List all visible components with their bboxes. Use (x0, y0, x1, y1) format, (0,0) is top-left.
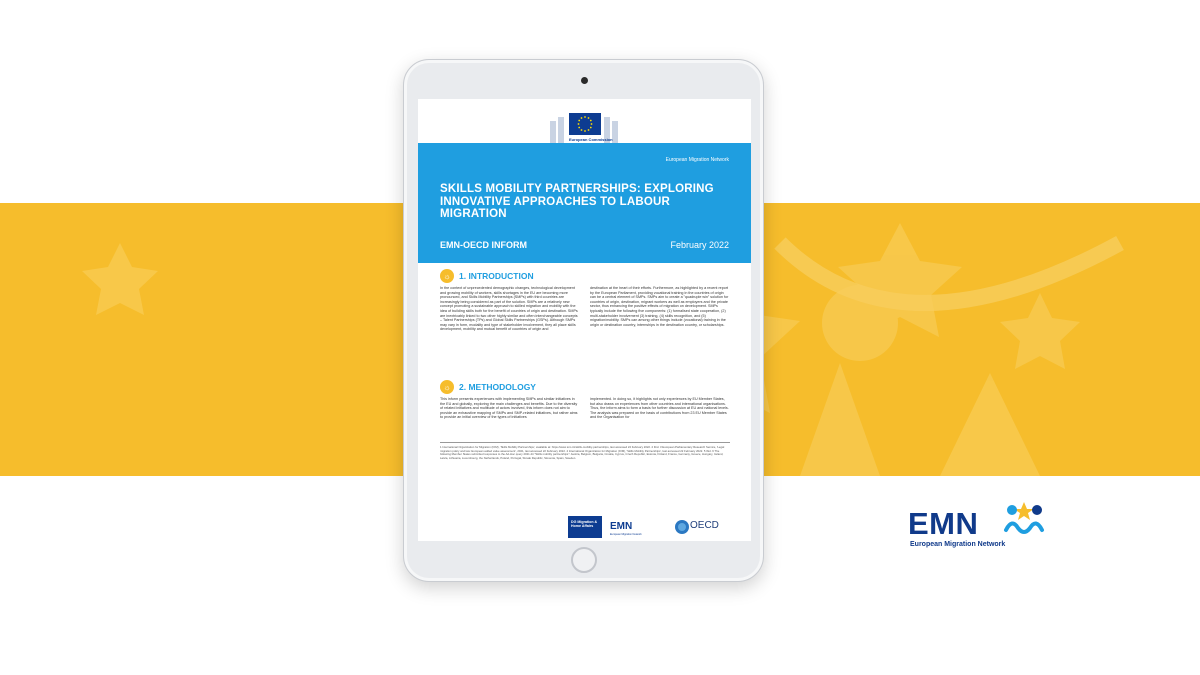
home-button[interactable] (571, 547, 597, 573)
tablet-device (403, 59, 764, 582)
emn-small-tagline: European Migration Network (610, 533, 642, 536)
document-title: SKILLS MOBILITY PARTNERSHIPS: EXPLORING INNOVATIVE APPROACHES TO LABOUR MIGRATION (440, 183, 714, 220)
section-title: 1. INTRODUCTION (459, 271, 534, 281)
lightbulb-icon: ☼ (440, 269, 454, 283)
section-methodology-heading (440, 380, 536, 394)
tablet-screen[interactable] (418, 99, 751, 541)
emn-logo (908, 500, 1058, 560)
methodology-column-2: implemented. In doing so, it highlights not only experiences by EU Member States, but also draws on experiences from other countries and international organisations. Thus, the inform aims to form a basis for further discussion at EU and national levels. The analysis was prepared on the basis of contributions from 23 EU Member States and the Organisation for (590, 397, 729, 420)
section-introduction-heading (440, 269, 534, 283)
document-footer (418, 502, 751, 541)
emn-stars-figure-icon (1000, 500, 1048, 538)
emn-small-logo: EMN (610, 521, 633, 532)
camera-icon (581, 77, 588, 84)
dg-home-logo: DG Migration & Home Affairs (568, 516, 602, 538)
introduction-column-2: destination at the heart of their efforts. Furthermore, as highlighted by a recent report by the European Parliament, providing vocational training in the countries of origin can be a central element of SMPs. SMPs aim to create a "quadruple win" solution for countries of origin, destination, migrant workers as well as employers and the private sector, thus enhancing the positive effects of migration on development. SMPs typically include the following five components: (1) formalised state cooperation, (2) multi-stakeholder involvement (3) training, (4) skills recognition, and (5) migration/mobility. SMPs can among other things include (vocational) training in the origin or destination country, internships in the destination country, or scholarships. (590, 286, 729, 327)
network-label: European Migration Network (665, 157, 729, 163)
ec-label: European Commission (569, 137, 613, 142)
introduction-column-1: In the context of unprecedented demographic changes, technological development and growing mobility of workers, skills shortages in the EU are becoming more pronounced, and Skills Mobility Partnerships (SMPs) with third countries are increasingly being considered as part of the solution. SMPs are a relatively new concept promoting a sustainable approach to skilled migration and mobility with the idea of building skills both for the benefit of countries of origin and destination. SMPs are inextricably linked to two other highly similar and often interchangeable concepts – Talent Partnerships (TPs) and Global Skills Partnerships (GSPs). Although SMPs may vary in form, modality and type of stakeholder involvement, they all place skills development, mobility and mutual benefit of countries of origin and (440, 286, 578, 332)
eu-flag-icon (569, 113, 601, 135)
document-series: EMN-OECD INFORM (440, 240, 527, 250)
section-title: 2. METHODOLOGY (459, 382, 536, 392)
emn-logo-text: EMN (908, 506, 979, 541)
methodology-column-1: This inform presents experiences with implementing SMPs and similar initiatives in the EU and globally, exploring the main challenges and benefits. Due to the diversity of related initiatives and multitude of actors involved, this inform does not aim to provide an exhaustive mapping of SMPs and SMP-related initiatives, but rather aims to provide an initial overview of the types of initiatives (440, 397, 578, 420)
document-date: February 2022 (670, 240, 729, 250)
emn-logo-tagline: European Migration Network (910, 541, 1006, 548)
footnotes: 1 International Organization for Migration (IOM), 'Skills Mobility Partnerships', available at: https://www.iom.int/skills-mobility-partnerships, last accessed 22 February 2022. 2 Ibid. 3 European Parliamentary Research Service, 'Legal migration policy and law: European added value assessment', 2021, last accessed 22 February 2022. 4 International Organization for Migration (IOM), 'Skills Mobility Partnerships', last accessed 22 February 2022. 5 Ibid. 6 The following Member States submitted responses to the Ad-Hoc query 2021.44 "Skills mobility partnerships": Austria, Belgium, Bulgaria, Croatia, Cyprus, Czech Republic, Estonia, Finland, France, Germany, Greece, Hungary, Ireland, Latvia, Lithuania, Luxembourg, the Netherlands, Poland, Portugal, Slovak Republic, Slovenia, Spain, Sweden. (440, 442, 730, 488)
document-title-band (418, 143, 751, 263)
lightbulb-icon: ☼ (440, 380, 454, 394)
oecd-logo-text: OECD (690, 520, 719, 531)
